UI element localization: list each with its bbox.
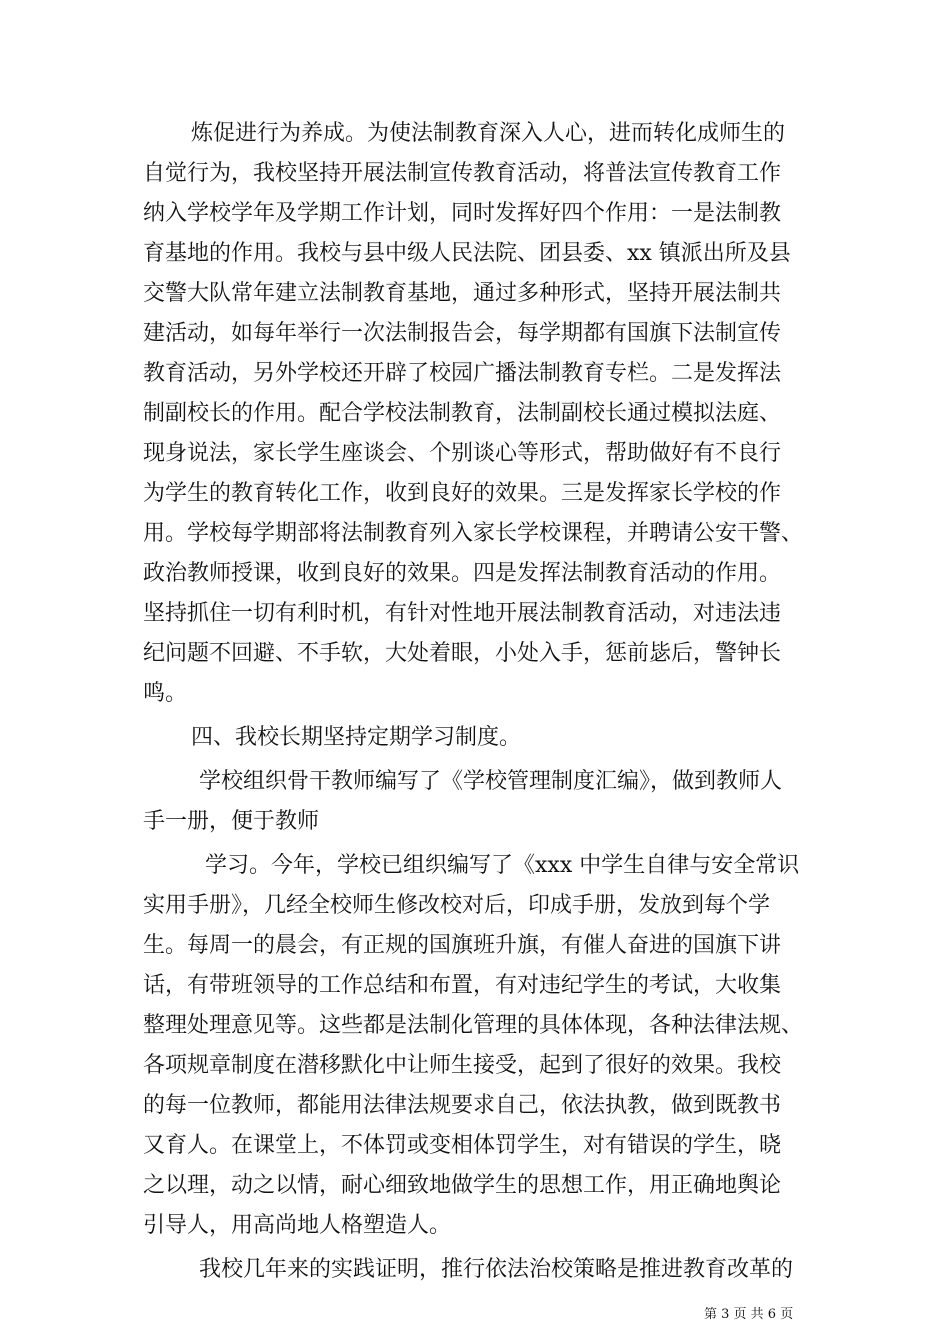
text-line: 建活动，如每年举行一次法制报告会，每学期都有国旗下法制宣传 [143, 321, 782, 346]
text-line: 学校组织骨干教师编写了《学校管理制度汇编》，做到教师人 [199, 769, 783, 794]
text-line: 自觉行为，我校坚持开展法制宣传教育活动，将普法宣传教育工作 [143, 161, 782, 186]
text-line: 交警大队常年建立法制教育基地，通过多种形式，坚持开展法制共 [143, 281, 782, 306]
text-line: 之以理，动之以情，耐心细致地做学生的思想工作，用正确地舆论 [143, 1173, 782, 1198]
text-line: 学习。今年，学校已组织编写了《xxx 中学生自律与安全常识 [205, 853, 800, 878]
text-line: 坚持抓住一切有利时机，有针对性地开展法制教育活动，对违法违 [143, 601, 782, 626]
text-line: 我校几年来的实践证明，推行依法治校策略是推进教育改革的 [199, 1257, 794, 1282]
text-line: 整理处理意见等。这些都是法制化管理的具体体现，各种法律法规、 [143, 1013, 804, 1038]
section-heading: 四、我校长期坚持定期学习制度。 [191, 725, 522, 750]
text-line: 的每一位教师，都能用法律法规要求自己，依法执教，做到既教书 [143, 1093, 782, 1118]
text-line: 手一册，便于教师 [143, 809, 320, 834]
text-line: 鸣。 [143, 681, 188, 706]
text-line: 教育活动，另外学校还开辟了校园广播法制教育专栏。二是发挥法 [143, 361, 782, 386]
text-line: 制副校长的作用。配合学校法制教育，法制副校长通过模拟法庭、 [143, 401, 782, 426]
text-line: 实用手册》，几经全校师生修改校对后，印成手册，发放到每个学 [143, 893, 771, 918]
text-line: 炼促进行为养成。为使法制教育深入人心，进而转化成师生的 [191, 121, 786, 146]
text-line: 引导人，用高尚地人格塑造人。 [143, 1213, 452, 1238]
text-line: 各项规章制度在潜移默化中让师生接受，起到了很好的效果。我校 [143, 1053, 782, 1078]
text-line: 现身说法，家长学生座谈会、个别谈心等形式，帮助做好有不良行 [143, 441, 782, 466]
text-line: 又育人。在课堂上，不体罚或变相体罚学生，对有错误的学生，晓 [143, 1133, 782, 1158]
text-line: 纪问题不回避、不手软，大处着眼，小处入手，惩前毖后，警钟长 [143, 641, 782, 666]
page-number: 第 3 页 共 6 页 [704, 1307, 794, 1322]
text-line: 育基地的作用。我校与县中级人民法院、团县委、xx 镇派出所及县 [143, 241, 791, 266]
text-line: 为学生的教育转化工作，收到良好的效果。三是发挥家长学校的作 [143, 481, 782, 506]
text-line: 纳入学校学年及学期工作计划，同时发挥好四个作用：一是法制教 [143, 201, 782, 226]
text-line: 话，有带班领导的工作总结和布置，有对违纪学生的考试，大收集 [143, 973, 782, 998]
text-line: 用。学校每学期部将法制教育列入家长学校课程，并聘请公安干警、 [143, 521, 804, 546]
text-line: 政治教师授课，收到良好的效果。四是发挥法制教育活动的作用。 [143, 561, 782, 586]
text-line: 生。每周一的晨会，有正规的国旗班升旗，有催人奋进的国旗下讲 [143, 933, 782, 958]
